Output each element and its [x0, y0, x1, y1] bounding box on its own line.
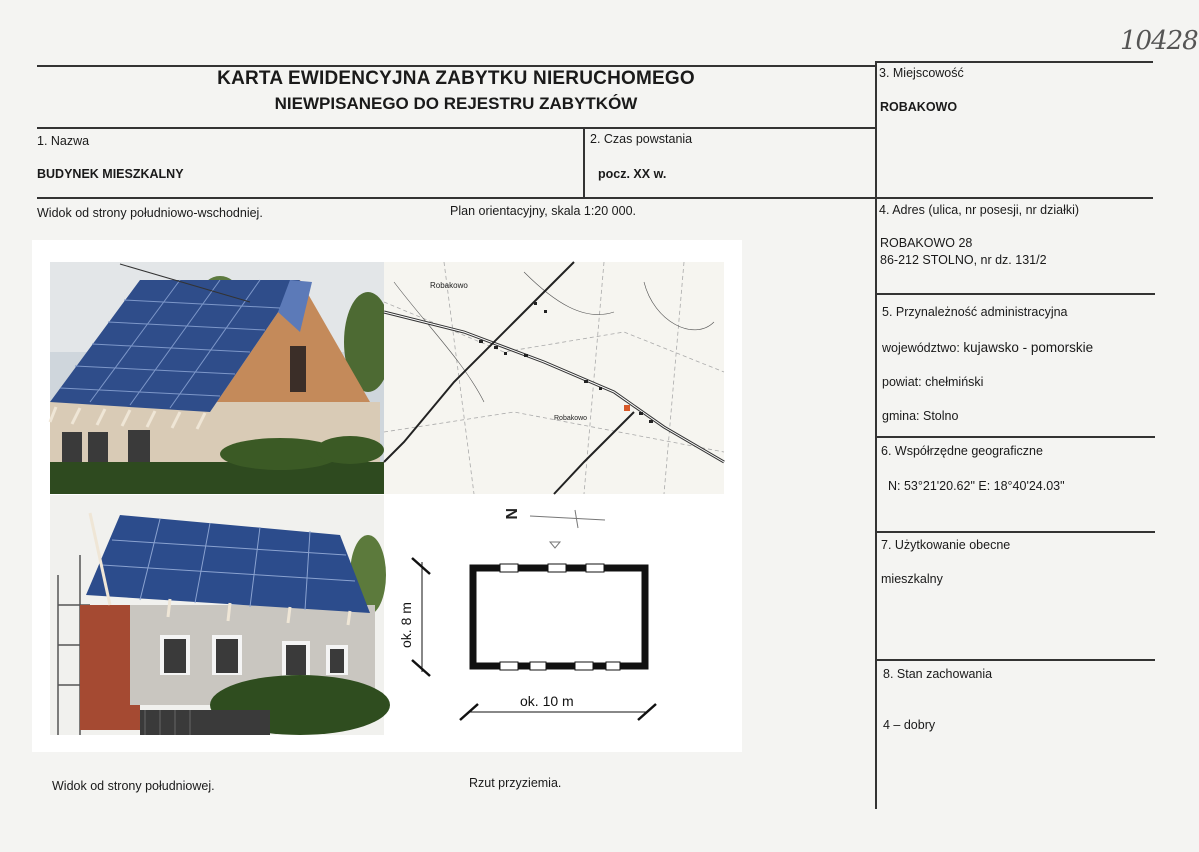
commune: gmina: Stolno: [882, 409, 959, 423]
address-line-2: 86-212 STOLNO, nr dz. 131/2: [880, 253, 1047, 267]
admin-bottom-rule: [877, 436, 1155, 438]
coords-value: N: 53°21'20.62" E: 18°40'24.03": [888, 479, 1065, 493]
title-bottom-rule: [37, 127, 875, 129]
top-rule-right: [875, 61, 1153, 63]
north-label: N: [502, 508, 519, 520]
card-title: KARTA EWIDENCYJNA ZABYTKU NIERUCHOMEGO: [217, 68, 695, 89]
date-label: 2. Czas powstania: [590, 132, 693, 146]
top-rule: [37, 65, 875, 67]
location-marker: [624, 405, 630, 411]
right-column-divider: [875, 61, 877, 809]
map-label-top: Robakowo: [430, 281, 468, 290]
fields-bottom-rule: [37, 197, 1153, 199]
address-label: 4. Adres (ulica, nr posesji, nr działki): [879, 203, 1080, 217]
condition-label: 8. Stan zachowania: [883, 667, 993, 681]
caption-floor-plan: Rzut przyziemia.: [469, 776, 562, 790]
voivodeship-value: kujawsko - pomorskie: [963, 340, 1094, 355]
map-label-center: Robakowo: [554, 415, 588, 422]
coords-bottom-rule: [877, 531, 1155, 533]
locality-label: 3. Miejscowość: [879, 66, 964, 80]
name-label: 1. Nazwa: [37, 134, 90, 148]
usage-bottom-rule: [877, 659, 1155, 661]
photo-southeast-view: [50, 262, 384, 494]
photo-south-view: [50, 495, 384, 735]
width-label: ok. 10 m: [520, 693, 574, 709]
coords-label: 6. Współrzędne geograficzne: [881, 444, 1043, 458]
caption-view-south: Widok od strony południowej.: [52, 779, 215, 793]
caption-map: Plan orientacyjny, skala 1:20 000.: [450, 204, 636, 218]
usage-value: mieszkalny: [881, 572, 943, 586]
county: powiat: chełmiński: [882, 375, 984, 389]
date-value: pocz. XX w.: [598, 167, 667, 181]
admin-label: 5. Przynależność administracyjna: [882, 305, 1068, 319]
address-line-1: ROBAKOWO 28: [880, 236, 973, 250]
floor-plan-drawing: [400, 500, 720, 730]
handwritten-number: 10428: [1120, 26, 1198, 56]
name-date-divider: [583, 127, 585, 197]
caption-view-southeast: Widok od strony południowo-wschodniej.: [37, 206, 263, 220]
voivodeship-label: województwo:: [882, 341, 960, 355]
voivodeship-row: [882, 340, 1093, 355]
depth-label: ok. 8 m: [398, 602, 414, 648]
location-map: [384, 262, 724, 494]
card-subtitle: NIEWPISANEGO DO REJESTRU ZABYTKÓW: [274, 94, 638, 113]
name-value: BUDYNEK MIESZKALNY: [37, 167, 184, 181]
condition-value: 4 – dobry: [883, 718, 936, 732]
address-bottom-rule: [877, 293, 1155, 295]
usage-label: 7. Użytkowanie obecne: [881, 538, 1011, 552]
locality-value: ROBAKOWO: [880, 100, 958, 114]
